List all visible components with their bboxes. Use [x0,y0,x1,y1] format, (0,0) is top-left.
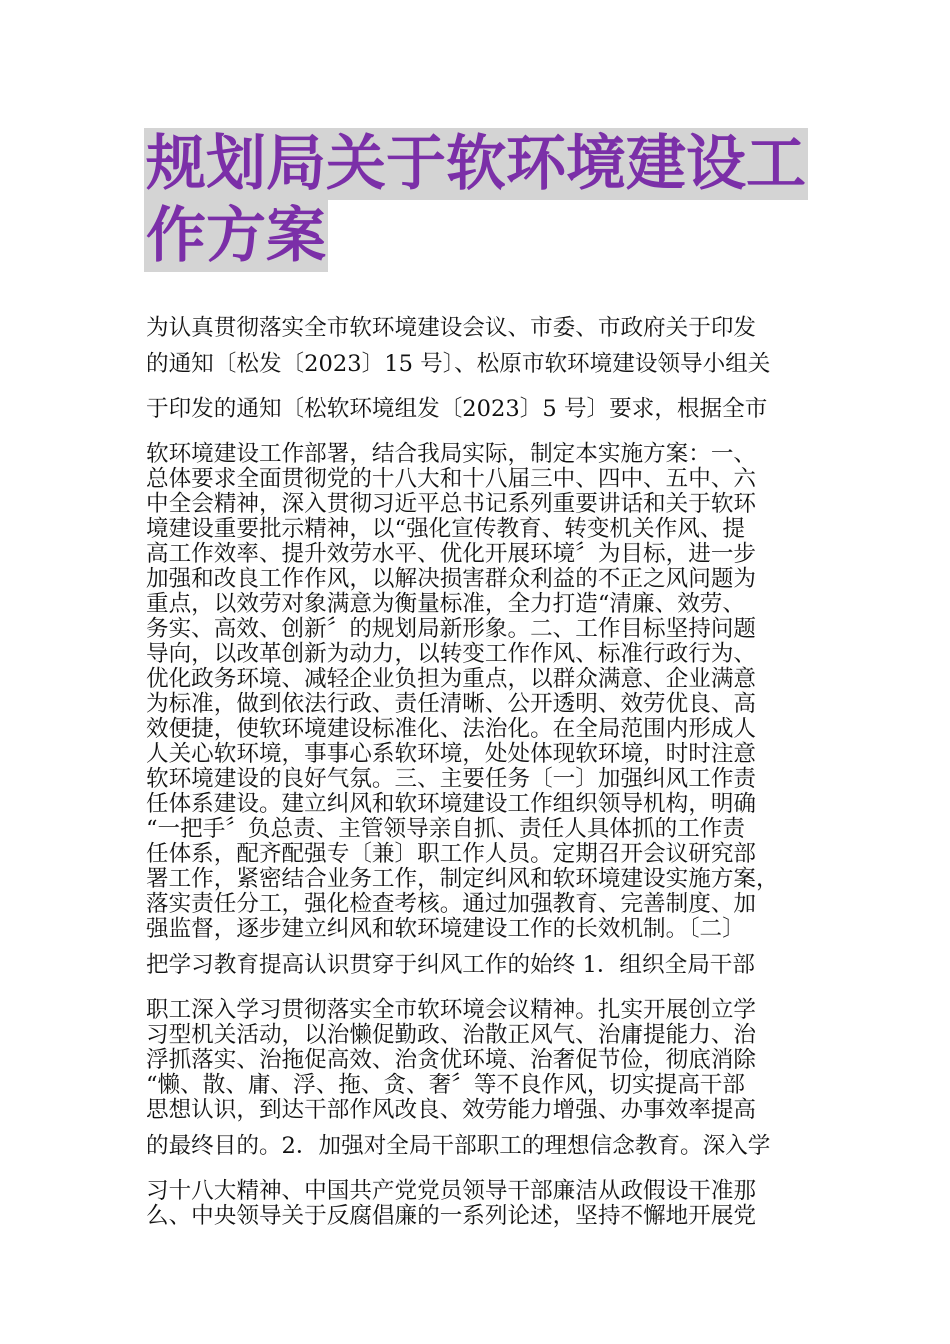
document-title [144,128,824,272]
body-line: 优化政务环境、减轻企业负担为重点，以群众满意、企业满意 [146,666,757,692]
title-line-1: 规划局关于软环境建设工 [146,129,806,199]
body-line: 署工作，紧密结合业务工作，制定纠风和软环境建设实施方案， [146,866,779,892]
body-line: 强监督，逐步建立纠风和软环境建设工作的长效机制。〔二〕 [146,916,745,942]
body-line: 的通知〔松发〔2023〕15 号〕、松原市软环境建设领导小组关 [146,351,771,377]
body-line: 重点，以效劳对象满意为衡量标准，全力打造“清廉、效劳、 [146,591,745,617]
body-line: 软环境建设工作部署，结合我局实际，制定本实施方案：一、 [146,441,757,467]
body-line: “懒、散、庸、浮、拖、贪、奢〞等不良作风，切实提高干部 [146,1072,745,1098]
body-line: 导向，以改革创新为动力，以转变工作作风、标准行政行为、 [146,641,757,667]
body-line: 为标准，做到依法行政、责任清晰、公开透明、效劳优良、高 [146,691,757,717]
body-line: 任体系，配齐配强专〔兼〕职工作人员。定期召开会议研究部 [146,841,757,867]
body-line: 境建设重要批示精神，以“强化宣传教育、转变机关作风、提 [146,516,745,542]
document-body [146,316,816,1229]
body-line: 加强和改良工作作风，以解决损害群众利益的不正之风问题为 [146,566,757,592]
body-line: 习十八大精神、中国共产党党员领导干部廉洁从政假设干准那 [146,1178,757,1204]
body-line: 效便捷，使软环境建设标准化、法治化。在全局范围内形成人 [146,716,757,742]
body-line: 软环境建设的良好气氛。三、主要任务〔一〕加强纠风工作责 [146,766,757,792]
body-line: 的最终目的。2．加强对全局干部职工的理想信念教育。深入学 [146,1133,771,1159]
body-line: 于印发的通知〔松软环境组发〔2023〕5 号〕要求，根据全市 [146,396,768,422]
body-line: 总体要求全面贯彻党的十八大和十八届三中、四中、五中、六 [146,466,757,492]
title-line-2: 作方案 [146,201,326,271]
body-line: 为认真贯彻落实全市软环境建设会议、市委、市政府关于印发 [146,315,757,341]
body-line: 职工深入学习贯彻落实全市软环境会议精神。扎实开展创立学 [146,997,757,1023]
body-line: “一把手〞负总责、主管领导亲自抓、责任人具体抓的工作责 [146,816,745,842]
body-line: 务实、高效、创新〞的规划局新形象。二、工作目标坚持问题 [146,616,757,642]
body-line: 么、中央领导关于反腐倡廉的一系列论述，坚持不懈地开展党 [146,1203,757,1229]
body-line: 习型机关活动，以治懒促勤政、治散正风气、治庸提能力、治 [146,1022,757,1048]
body-line: 把学习教育提高认识贯穿于纠风工作的始终 1．组织全局干部 [146,952,755,978]
body-line: 落实责任分工，强化检查考核。通过加强教育、完善制度、加 [146,891,757,917]
body-line: 浮抓落实、治拖促高效、治贪优环境、治奢促节俭，彻底消除 [146,1047,757,1073]
body-line: 人关心软环境，事事心系软环境，处处体现软环境，时时注意 [146,741,757,767]
body-line: 高工作效率、提升效劳水平、优化开展环境〞为目标，进一步 [146,541,757,567]
body-line: 任体系建设。建立纠风和软环境建设工作组织领导机构，明确 [146,791,757,817]
body-line: 中全会精神，深入贯彻习近平总书记系列重要讲话和关于软环 [146,491,757,517]
body-line: 思想认识，到达干部作风改良、效劳能力增强、办事效率提高 [146,1097,757,1123]
